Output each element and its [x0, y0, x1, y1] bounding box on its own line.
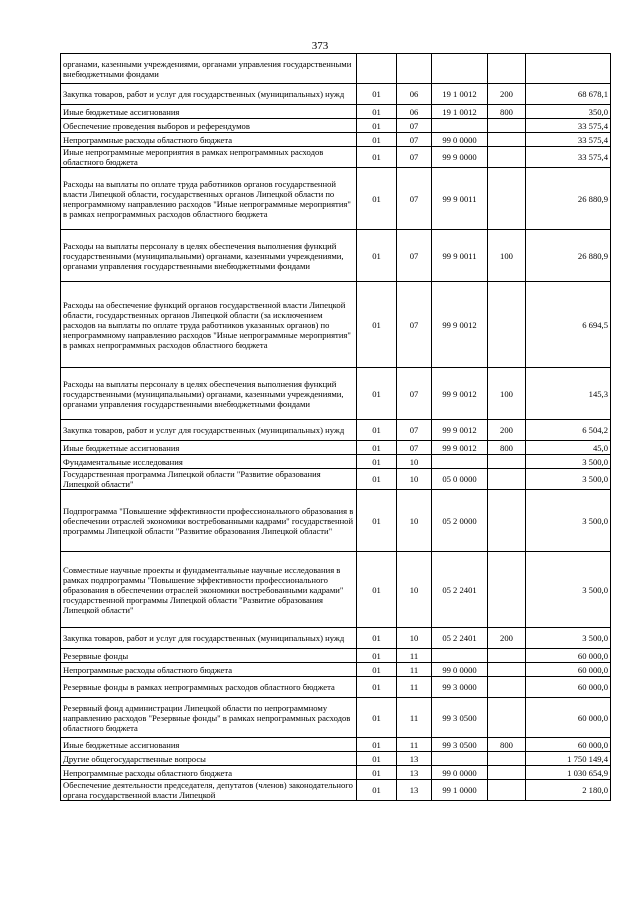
table-row — [61, 649, 611, 663]
row-expense-type: 200 — [488, 420, 526, 441]
page-number: 373 — [311, 40, 329, 52]
row-amount: 60 000,0 — [526, 698, 611, 738]
table-row — [61, 766, 611, 780]
table-row — [61, 119, 611, 133]
row-target-code — [432, 752, 488, 766]
row-amount: 3 500,0 — [526, 552, 611, 628]
row-expense-type: 800 — [488, 441, 526, 455]
row-target-code: 99 9 0012 — [432, 441, 488, 455]
row-expense-type: 800 — [488, 105, 526, 119]
row-target-code: 99 1 0000 — [432, 780, 488, 801]
row-target-code: 99 9 0012 — [432, 282, 488, 368]
row-expense-type — [488, 752, 526, 766]
table-row — [61, 738, 611, 752]
row-name: Иные бюджетные ассигнования — [61, 441, 357, 455]
row-amount: 3 500,0 — [526, 455, 611, 469]
row-subsection: 07 — [397, 420, 432, 441]
row-name: Непрограммные расходы областного бюджета — [61, 133, 357, 147]
row-subsection: 11 — [397, 663, 432, 677]
row-section: 01 — [357, 119, 397, 133]
row-expense-type — [488, 677, 526, 698]
row-section: 01 — [357, 147, 397, 168]
row-amount: 6 504,2 — [526, 420, 611, 441]
row-expense-type — [488, 649, 526, 663]
row-subsection: 10 — [397, 455, 432, 469]
row-amount: 60 000,0 — [526, 677, 611, 698]
row-subsection: 13 — [397, 766, 432, 780]
row-name: Другие общегосударственные вопросы — [61, 752, 357, 766]
row-subsection: 07 — [397, 282, 432, 368]
row-target-code: 05 0 0000 — [432, 469, 488, 490]
row-name: Расходы на выплаты персоналу в целях обеспечения выполнения функций государственными (муниципальными) органами, казенными учреждениями, органами управления государственными внебюджетными фондами — [61, 368, 357, 420]
row-subsection: 07 — [397, 147, 432, 168]
row-amount: 33 575,4 — [526, 147, 611, 168]
row-section: 01 — [357, 738, 397, 752]
row-name: Непрограммные расходы областного бюджета — [61, 663, 357, 677]
row-section: 01 — [357, 105, 397, 119]
row-section: 01 — [357, 282, 397, 368]
row-amount — [526, 54, 611, 84]
row-subsection: 11 — [397, 738, 432, 752]
row-subsection — [397, 54, 432, 84]
row-name: Обеспечение проведения выборов и референдумов — [61, 119, 357, 133]
table-row — [61, 147, 611, 168]
row-target-code: 05 2 2401 — [432, 628, 488, 649]
row-target-code: 99 0 0000 — [432, 133, 488, 147]
row-expense-type — [488, 119, 526, 133]
row-target-code: 99 9 0011 — [432, 230, 488, 282]
row-amount: 26 880,9 — [526, 230, 611, 282]
row-amount: 45,0 — [526, 441, 611, 455]
row-subsection: 07 — [397, 230, 432, 282]
row-name: органами, казенными учреждениями, органами управления государственными внебюджетными фондами — [61, 54, 357, 84]
row-section: 01 — [357, 628, 397, 649]
row-amount: 3 500,0 — [526, 490, 611, 552]
row-amount: 3 500,0 — [526, 469, 611, 490]
row-section: 01 — [357, 663, 397, 677]
table-row — [61, 698, 611, 738]
row-subsection: 07 — [397, 441, 432, 455]
row-amount: 60 000,0 — [526, 649, 611, 663]
row-section: 01 — [357, 84, 397, 105]
table-row — [61, 780, 611, 801]
row-name: Совместные научные проекты и фундаментальные научные исследования в рамках подпрограммы "Повышение эффективности профессионального образования в обеспечении отраслей экономики востребованными кадрами" государственной программы Липецкой области "Развитие образования Липецкой области" — [61, 552, 357, 628]
row-name: Иные бюджетные ассигнования — [61, 738, 357, 752]
row-section: 01 — [357, 677, 397, 698]
row-subsection: 11 — [397, 649, 432, 663]
row-subsection: 11 — [397, 677, 432, 698]
row-subsection: 07 — [397, 368, 432, 420]
row-amount: 145,3 — [526, 368, 611, 420]
table-row — [61, 469, 611, 490]
row-subsection: 07 — [397, 119, 432, 133]
row-subsection: 13 — [397, 780, 432, 801]
row-subsection: 10 — [397, 552, 432, 628]
row-subsection: 13 — [397, 752, 432, 766]
row-section: 01 — [357, 441, 397, 455]
row-expense-type — [488, 766, 526, 780]
row-name: Расходы на обеспечение функций органов государственной власти Липецкой области, государственных органов Липецкой области (за исключением расходов на выплаты по оплате труда работников указанных органов) по непрограммному направлению расходов "Иные непрограммные мероприятия" в рамках непрограммных расходов областного бюджета — [61, 282, 357, 368]
row-section: 01 — [357, 469, 397, 490]
row-amount: 350,0 — [526, 105, 611, 119]
row-name: Расходы на выплаты персоналу в целях обеспечения выполнения функций государственными (муниципальными) органами, казенными учреждениями, органами управления государственными внебюджетными фондами — [61, 230, 357, 282]
row-name: Непрограммные расходы областного бюджета — [61, 766, 357, 780]
row-amount: 2 180,0 — [526, 780, 611, 801]
row-expense-type: 200 — [488, 84, 526, 105]
row-amount: 33 575,4 — [526, 119, 611, 133]
row-expense-type — [488, 282, 526, 368]
table-row — [61, 133, 611, 147]
table-row — [61, 230, 611, 282]
row-target-code: 99 0 0000 — [432, 766, 488, 780]
row-expense-type — [488, 455, 526, 469]
table-row — [61, 84, 611, 105]
row-target-code — [432, 54, 488, 84]
row-expense-type: 200 — [488, 628, 526, 649]
table-row — [61, 282, 611, 368]
row-subsection: 07 — [397, 133, 432, 147]
table-row — [61, 105, 611, 119]
row-subsection: 06 — [397, 84, 432, 105]
row-target-code: 99 0 0000 — [432, 663, 488, 677]
row-section: 01 — [357, 752, 397, 766]
row-name: Фундаментальные исследования — [61, 455, 357, 469]
row-expense-type: 800 — [488, 738, 526, 752]
row-subsection: 10 — [397, 628, 432, 649]
row-name: Резервные фонды в рамках непрограммных расходов областного бюджета — [61, 677, 357, 698]
row-target-code: 99 9 0012 — [432, 420, 488, 441]
row-target-code: 99 3 0500 — [432, 738, 488, 752]
table-row — [61, 490, 611, 552]
row-expense-type — [488, 780, 526, 801]
row-name: Расходы на выплаты по оплате труда работников органов государственной власти Липецкой области, государственных органов Липецкой области по непрограммному направлению расходов "Иные непрограммные мероприятия" в рамках непрограммных расходов областного бюджета — [61, 168, 357, 230]
row-target-code: 99 9 0011 — [432, 168, 488, 230]
row-target-code: 19 1 0012 — [432, 84, 488, 105]
row-section: 01 — [357, 455, 397, 469]
row-expense-type — [488, 663, 526, 677]
row-name: Иные непрограммные мероприятия в рамках непрограммных расходов областного бюджета — [61, 147, 357, 168]
row-section: 01 — [357, 168, 397, 230]
table-row — [61, 628, 611, 649]
row-target-code — [432, 119, 488, 133]
row-section — [357, 54, 397, 84]
row-name: Закупка товаров, работ и услуг для государственных (муниципальных) нужд — [61, 84, 357, 105]
row-section: 01 — [357, 420, 397, 441]
row-section: 01 — [357, 780, 397, 801]
row-amount: 33 575,4 — [526, 133, 611, 147]
row-target-code — [432, 649, 488, 663]
row-subsection: 07 — [397, 168, 432, 230]
row-target-code: 99 9 0012 — [432, 368, 488, 420]
row-target-code: 05 2 2401 — [432, 552, 488, 628]
row-expense-type — [488, 54, 526, 84]
row-target-code: 99 3 0000 — [432, 677, 488, 698]
row-amount: 68 678,1 — [526, 84, 611, 105]
row-target-code — [432, 455, 488, 469]
table-row — [61, 54, 611, 84]
row-section: 01 — [357, 368, 397, 420]
row-section: 01 — [357, 552, 397, 628]
row-name: Закупка товаров, работ и услуг для государственных (муниципальных) нужд — [61, 420, 357, 441]
row-subsection: 10 — [397, 490, 432, 552]
row-name: Подпрограмма "Повышение эффективности профессионального образования в обеспечении отраслей экономики востребованными кадрами" государственной программы Липецкой области "Развитие образования Липецкой области" — [61, 490, 357, 552]
row-name: Государственная программа Липецкой области "Развитие образования Липецкой области" — [61, 469, 357, 490]
row-amount: 60 000,0 — [526, 738, 611, 752]
row-section: 01 — [357, 133, 397, 147]
row-expense-type — [488, 147, 526, 168]
row-expense-type — [488, 490, 526, 552]
table-row — [61, 420, 611, 441]
row-expense-type — [488, 168, 526, 230]
row-subsection: 11 — [397, 698, 432, 738]
row-target-code: 05 2 0000 — [432, 490, 488, 552]
budget-table — [60, 53, 611, 801]
row-amount: 1 750 149,4 — [526, 752, 611, 766]
row-subsection: 06 — [397, 105, 432, 119]
table-row — [61, 455, 611, 469]
row-section: 01 — [357, 698, 397, 738]
row-section: 01 — [357, 230, 397, 282]
table-row — [61, 368, 611, 420]
table-row — [61, 752, 611, 766]
table-row — [61, 168, 611, 230]
row-name: Иные бюджетные ассигнования — [61, 105, 357, 119]
row-amount: 6 694,5 — [526, 282, 611, 368]
row-target-code: 99 3 0500 — [432, 698, 488, 738]
row-section: 01 — [357, 490, 397, 552]
table-row — [61, 552, 611, 628]
row-target-code: 99 9 0000 — [432, 147, 488, 168]
row-amount: 3 500,0 — [526, 628, 611, 649]
row-expense-type — [488, 552, 526, 628]
row-name: Резервный фонд администрации Липецкой области по непрограммному направлению расходов "Резервные фонды" в рамках непрограммных расходов областного бюджета — [61, 698, 357, 738]
row-expense-type: 100 — [488, 230, 526, 282]
row-amount: 1 030 654,9 — [526, 766, 611, 780]
row-expense-type — [488, 698, 526, 738]
row-name: Закупка товаров, работ и услуг для государственных (муниципальных) нужд — [61, 628, 357, 649]
row-section: 01 — [357, 649, 397, 663]
table-row — [61, 441, 611, 455]
row-section: 01 — [357, 766, 397, 780]
row-name: Резервные фонды — [61, 649, 357, 663]
row-expense-type: 100 — [488, 368, 526, 420]
row-name: Обеспечение деятельности председателя, депутатов (членов) законодательного органа государственной власти Липецкой — [61, 780, 357, 801]
row-target-code: 19 1 0012 — [432, 105, 488, 119]
table-row — [61, 677, 611, 698]
row-expense-type — [488, 133, 526, 147]
row-amount: 60 000,0 — [526, 663, 611, 677]
row-subsection: 10 — [397, 469, 432, 490]
row-expense-type — [488, 469, 526, 490]
row-amount: 26 880,9 — [526, 168, 611, 230]
table-row — [61, 663, 611, 677]
